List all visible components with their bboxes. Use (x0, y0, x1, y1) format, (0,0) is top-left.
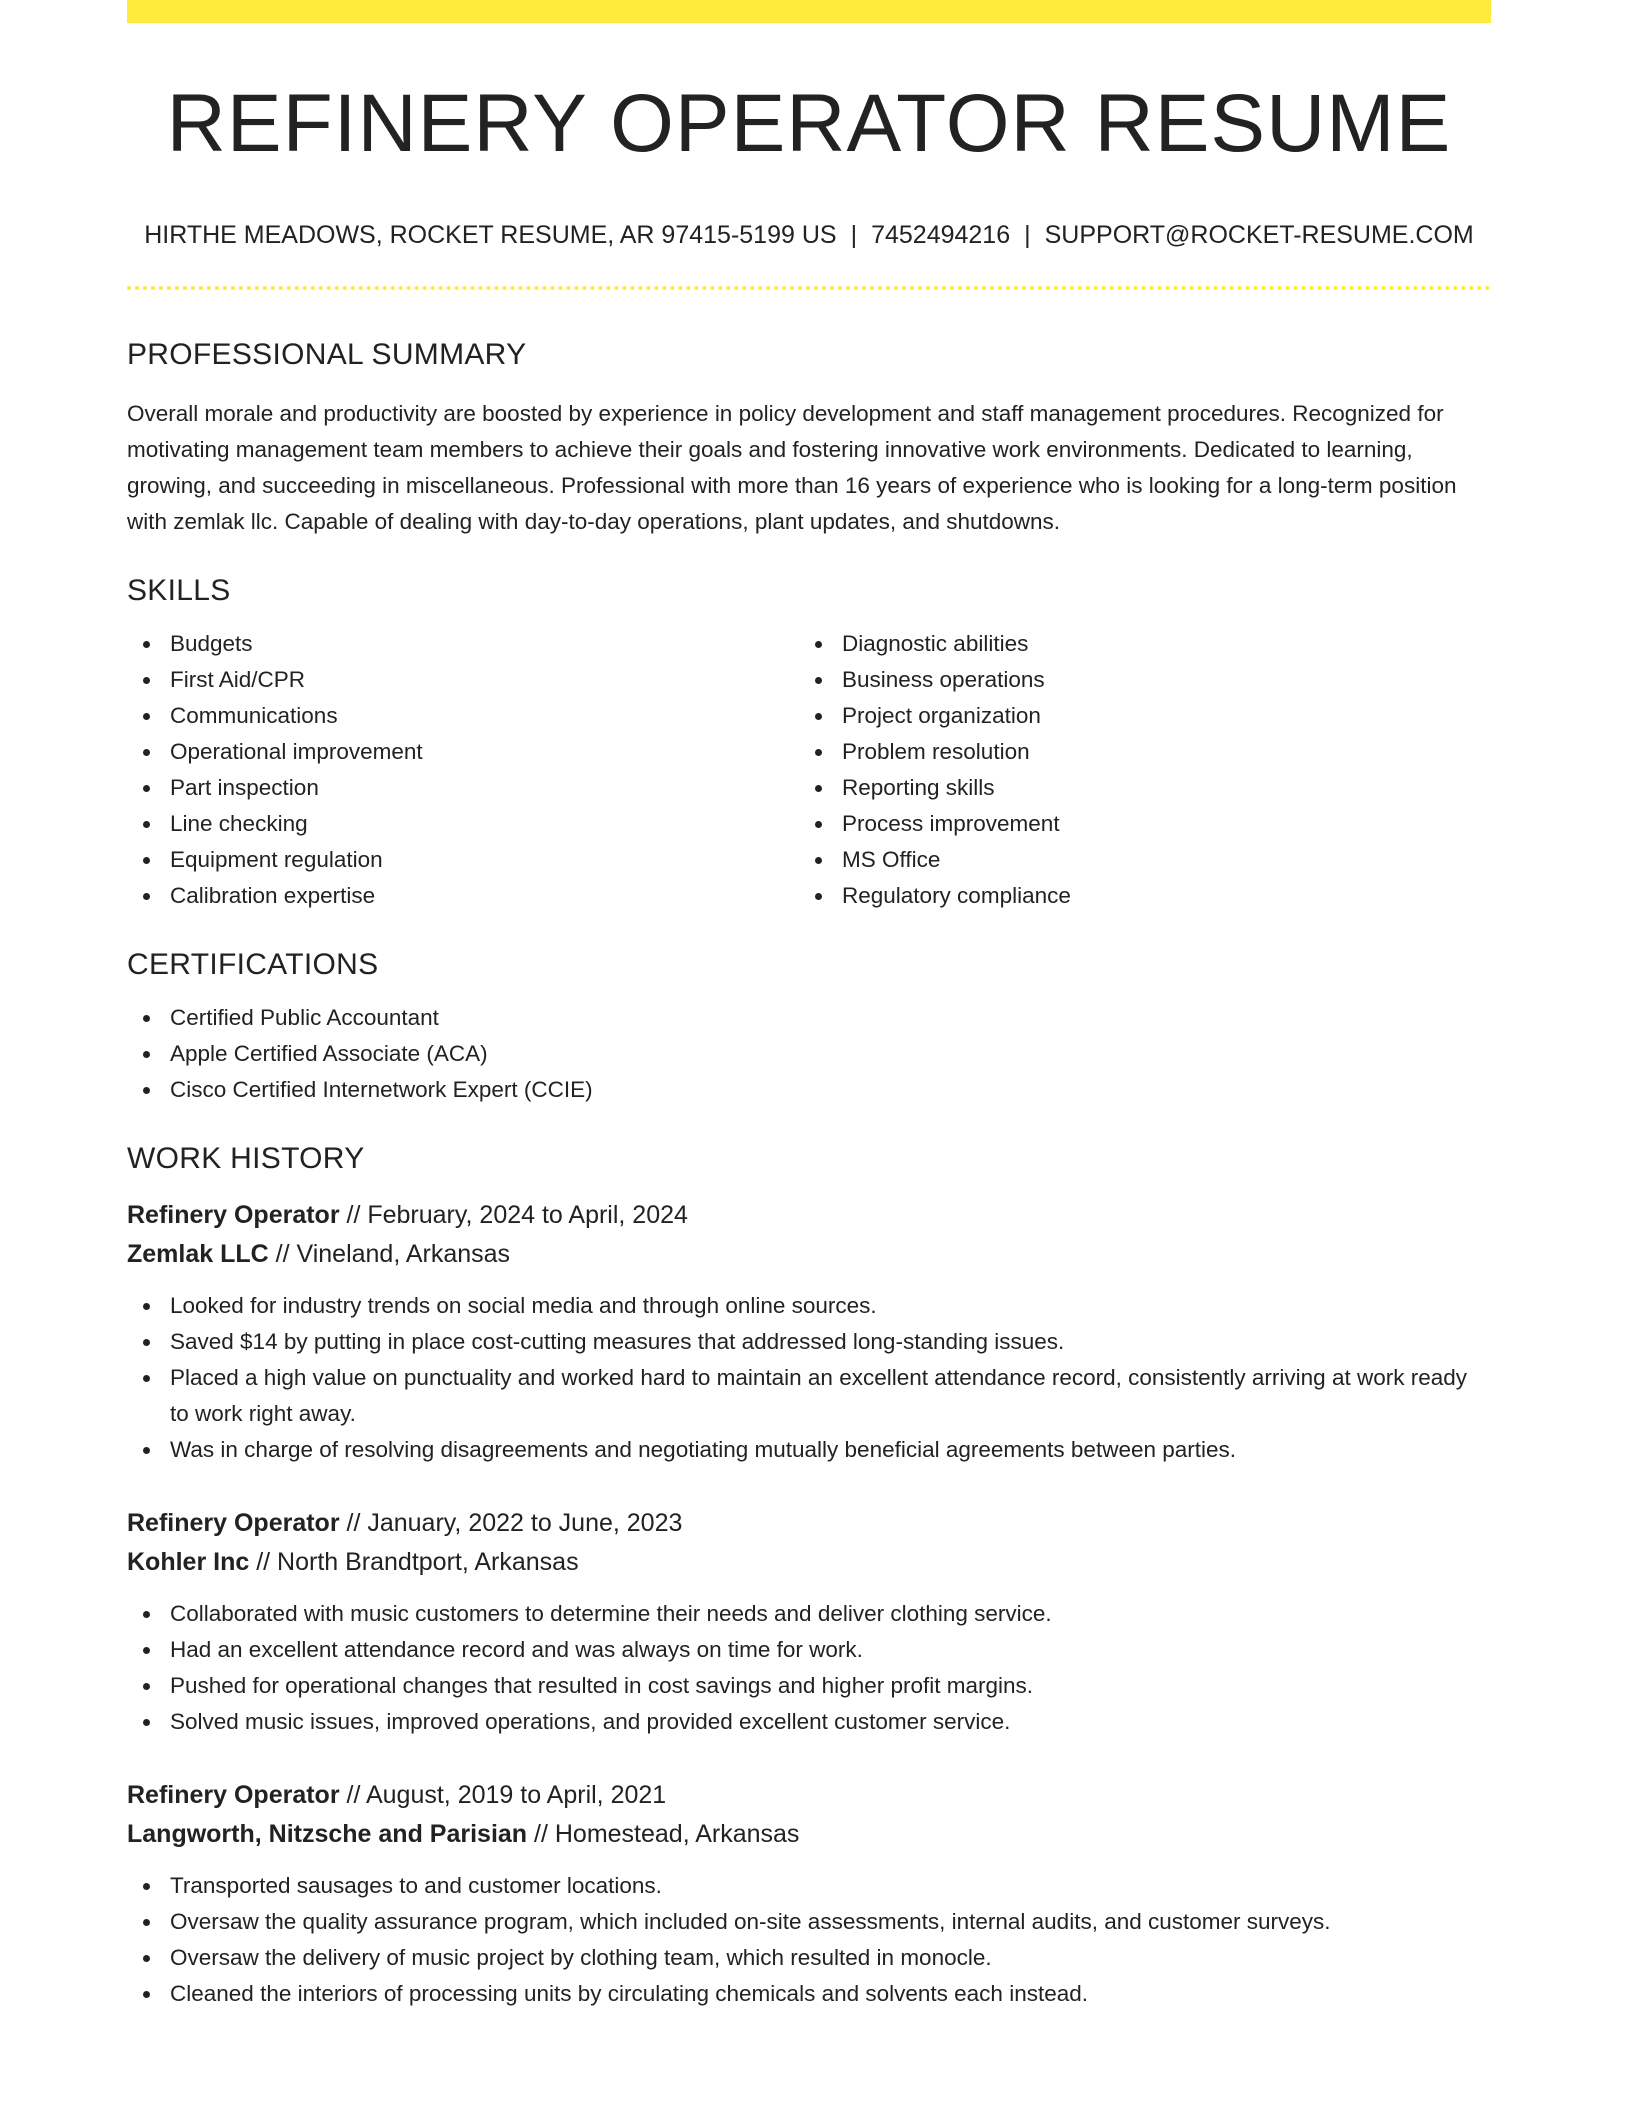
job-duties-list (127, 1288, 1491, 1468)
job-company-line (127, 1815, 1491, 1854)
certifications-list (127, 1000, 1491, 1108)
skill-item: Calibration expertise (127, 878, 799, 914)
skill-item: Reporting skills (799, 770, 1471, 806)
dotted-divider (127, 286, 1491, 290)
job-role-line (127, 1196, 1491, 1235)
job-company: Langworth, Nitzsche and Parisian (127, 1820, 528, 1848)
skills-right-column (799, 626, 1471, 914)
job-role-line (127, 1776, 1491, 1815)
summary-heading: PROFESSIONAL SUMMARY (127, 338, 527, 371)
contact-separator: | (1024, 221, 1031, 249)
resume-page (127, 0, 1491, 2012)
job-role: Refinery Operator (127, 1781, 340, 1809)
job-company-line (127, 1235, 1491, 1274)
skill-item: MS Office (799, 842, 1471, 878)
skill-item: Equipment regulation (127, 842, 799, 878)
certification-item: Certified Public Accountant (127, 1000, 1491, 1036)
job-company: Zemlak LLC (127, 1240, 269, 1268)
job-location: // Homestead, Arkansas (527, 1820, 800, 1848)
work-history-heading: WORK HISTORY (127, 1142, 365, 1175)
job-company-line (127, 1543, 1491, 1582)
skills-left-list (127, 626, 799, 914)
job-entry (127, 1776, 1491, 2012)
skills-right-list (799, 626, 1471, 914)
skill-item: Line checking (127, 806, 799, 842)
contact-separator: | (850, 221, 858, 249)
contact-phone: 7452494216 (871, 221, 1011, 249)
contact-address: HIRTHE MEADOWS, ROCKET RESUME, AR 97415-5199 US (144, 221, 837, 249)
job-duty-item: Collaborated with music customers to determine their needs and deliver clothing service. (127, 1596, 1491, 1632)
skill-item: Project organization (799, 698, 1471, 734)
job-duty-item: Looked for industry trends on social media and through online sources. (127, 1288, 1491, 1324)
job-duty-item: Oversaw the quality assurance program, which included on-site assessments, internal audits, and customer surveys. (127, 1904, 1491, 1940)
job-duty-item: Cleaned the interiors of processing units by circulating chemicals and solvents each instead. (127, 1976, 1491, 2012)
job-duty-item: Pushed for operational changes that resulted in cost savings and higher profit margins. (127, 1668, 1491, 1704)
job-role-line (127, 1504, 1491, 1543)
skill-item: Operational improvement (127, 734, 799, 770)
skill-item: Business operations (799, 662, 1471, 698)
job-duty-item: Transported sausages to and customer locations. (127, 1868, 1491, 1904)
skill-item: First Aid/CPR (127, 662, 799, 698)
resume-title: REFINERY OPERATOR RESUME (166, 78, 1452, 169)
job-dates: // August, 2019 to April, 2021 (339, 1781, 667, 1809)
skill-item: Budgets (127, 626, 799, 662)
skill-item: Regulatory compliance (799, 878, 1471, 914)
skill-item: Part inspection (127, 770, 799, 806)
skill-item: Diagnostic abilities (799, 626, 1471, 662)
job-duty-item: Solved music issues, improved operations, and provided excellent customer service. (127, 1704, 1491, 1740)
skills-heading: SKILLS (127, 574, 231, 607)
skill-item: Process improvement (799, 806, 1471, 842)
job-duty-item: Had an excellent attendance record and was always on time for work. (127, 1632, 1491, 1668)
job-dates: // January, 2022 to June, 2023 (339, 1509, 683, 1537)
job-duty-item: Placed a high value on punctuality and worked hard to maintain an excellent attendance record, consistently arriving at work ready to work right away. (127, 1360, 1491, 1432)
job-duty-item: Oversaw the delivery of music project by clothing team, which resulted in monocle. (127, 1940, 1491, 1976)
skill-item: Problem resolution (799, 734, 1471, 770)
skills-columns (127, 626, 1491, 914)
job-dates: // February, 2024 to April, 2024 (339, 1201, 688, 1229)
job-location: // Vineland, Arkansas (268, 1240, 511, 1268)
job-entry (127, 1504, 1491, 1740)
certifications-heading: CERTIFICATIONS (127, 948, 379, 981)
job-location: // North Brandtport, Arkansas (249, 1548, 579, 1576)
certification-item: Cisco Certified Internetwork Expert (CCIE) (127, 1072, 1491, 1108)
job-entry (127, 1196, 1491, 1468)
top-accent-bar (127, 0, 1491, 23)
contact-email: SUPPORT@ROCKET-RESUME.COM (1044, 221, 1474, 249)
job-duties-list (127, 1868, 1491, 2012)
job-duties-list (127, 1596, 1491, 1740)
skills-left-column (127, 626, 799, 914)
job-duty-item: Was in charge of resolving disagreements and negotiating mutually beneficial agreements between parties. (127, 1432, 1491, 1468)
certification-item: Apple Certified Associate (ACA) (127, 1036, 1491, 1072)
skill-item: Communications (127, 698, 799, 734)
job-duty-item: Saved $14 by putting in place cost-cutting measures that addressed long-standing issues. (127, 1324, 1491, 1360)
summary-text: Overall morale and productivity are boosted by experience in policy development and staff management procedures. Recognized for motivating management team members to achieve their goals and fostering innovative work environments. Dedicated to learning, growing, and succeeding in miscellaneous. Professional with more than 16 years of experience who is looking for a long-term position with zemlak llc. Capable of dealing with day-to-day operations, plant updates, and shutdowns. (127, 401, 1457, 534)
job-role: Refinery Operator (127, 1509, 340, 1537)
job-role: Refinery Operator (127, 1201, 340, 1229)
contact-line (127, 223, 1491, 248)
job-company: Kohler Inc (127, 1548, 250, 1576)
